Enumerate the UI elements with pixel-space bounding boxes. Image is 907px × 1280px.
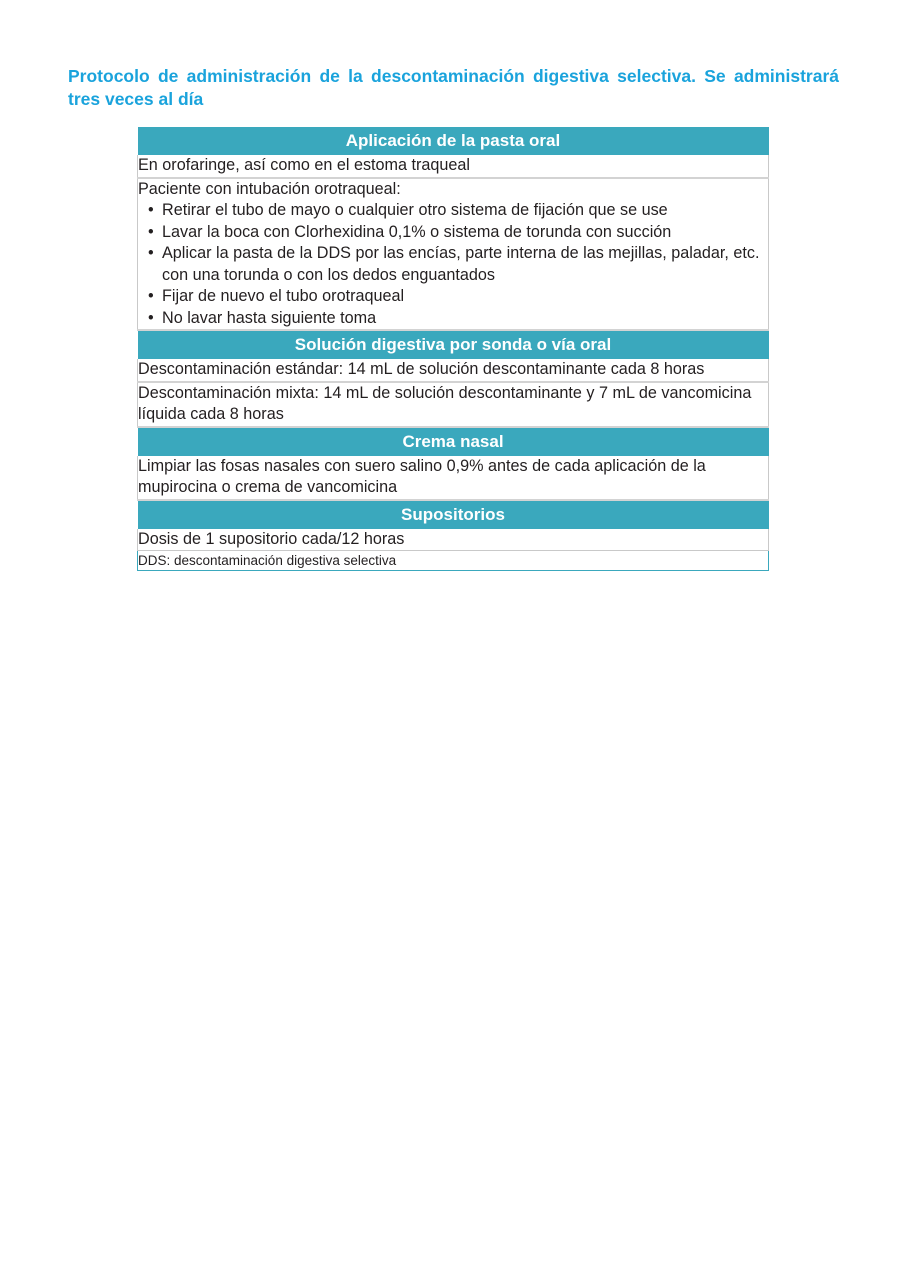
bullet-icon: •: [148, 222, 154, 241]
table-cell: Limpiar las fosas nasales con suero salino 0,9% antes de cada aplicación de la mupirocina o crema de vancomicina: [138, 456, 769, 500]
list-item-text: Aplicar la pasta de la DDS por las encías, parte interna de las mejillas, paladar, etc. con una torunda o con los dedos enguantados: [162, 244, 760, 284]
table-row: [138, 178, 769, 331]
bullet-icon: •: [148, 308, 154, 327]
table-cell: Descontaminación mixta: 14 mL de solución descontaminante y 7 mL de vancomicina líquida cada 8 horas: [138, 382, 769, 427]
table-cell: En orofaringe, así como en el estoma traqueal: [138, 155, 769, 178]
instruction-list: [138, 200, 768, 329]
list-item: [148, 286, 768, 308]
bullet-icon: •: [148, 244, 154, 262]
table-row: [138, 529, 769, 551]
section-header-row: [138, 330, 769, 359]
section-header-solucion-digestiva: Solución digestiva por sonda o vía oral: [138, 330, 769, 359]
list-item: [148, 200, 768, 222]
table-row: [138, 359, 769, 382]
intubation-intro: Paciente con intubación orotraqueal:: [138, 179, 401, 198]
page-title: Protocolo de administración de la descontaminación digestiva selectiva. Se administrará tres veces al día: [68, 66, 839, 109]
table-cell: Dosis de 1 supositorio cada/12 horas: [138, 529, 769, 551]
list-item: [148, 308, 768, 330]
list-item: [148, 222, 768, 244]
protocol-table: [137, 127, 769, 571]
table-row: [138, 456, 769, 500]
list-item: [148, 243, 768, 286]
list-item-text: Fijar de nuevo el tubo orotraqueal: [162, 287, 405, 305]
table-row: [138, 155, 769, 178]
list-item-text: Retirar el tubo de mayo o cualquier otro sistema de fijación que se use: [162, 201, 668, 219]
table-cell: Descontaminación estándar: 14 mL de solución descontaminante cada 8 horas: [138, 359, 769, 382]
section-header-row: [138, 500, 769, 529]
table-row: [138, 382, 769, 427]
list-item-text: No lavar hasta siguiente toma: [162, 308, 377, 327]
section-header-crema-nasal: Crema nasal: [138, 427, 769, 456]
bullet-icon: •: [148, 287, 154, 305]
table-footnote: DDS: descontaminación digestiva selectiva: [138, 551, 769, 571]
table-cell: [138, 178, 769, 331]
footnote-row: [138, 551, 769, 571]
section-header-pasta-oral: Aplicación de la pasta oral: [138, 127, 769, 155]
section-header-row: [138, 127, 769, 155]
section-header-row: [138, 427, 769, 456]
list-item-text: Lavar la boca con Clorhexidina 0,1% o sistema de torunda con succión: [162, 222, 672, 241]
bullet-icon: •: [148, 201, 154, 219]
section-header-supositorios: Supositorios: [138, 500, 769, 529]
